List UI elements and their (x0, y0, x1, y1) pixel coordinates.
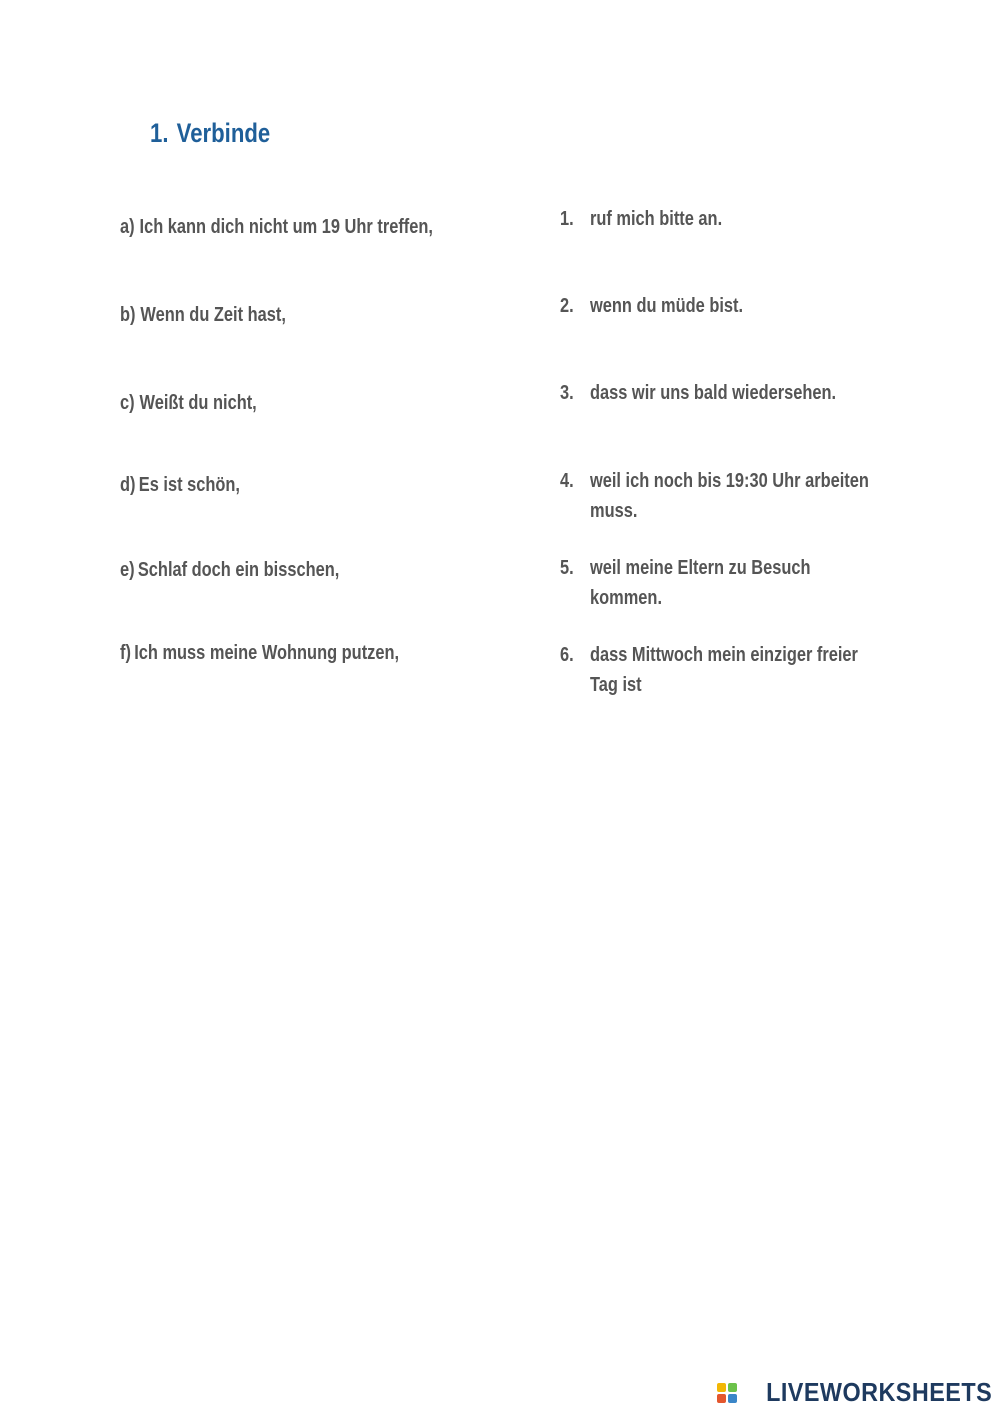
right-item-1 (560, 204, 890, 234)
right-item-6 (560, 640, 890, 700)
left-item-marker: e) (120, 559, 135, 581)
left-item-marker: a) (120, 216, 135, 238)
right-item-marker: 3. (560, 382, 574, 404)
logo-cell-i (728, 1383, 737, 1392)
exercise-title (150, 118, 270, 149)
logo-cell-e (728, 1394, 737, 1403)
right-item-text: dass Mittwoch mein einziger freier Tag ist (590, 644, 858, 696)
left-item-marker: c) (120, 392, 135, 414)
right-item-2 (560, 291, 890, 321)
right-item-3 (560, 378, 890, 408)
right-item-marker: 6. (560, 644, 574, 666)
left-item-d (120, 474, 240, 497)
right-item-text: ruf mich bitte an. (590, 208, 723, 230)
exercise-number: 1. (150, 118, 169, 148)
liveworksheets-logo (717, 1377, 992, 1408)
right-item-marker: 5. (560, 557, 574, 579)
left-item-e (120, 559, 339, 582)
right-item-marker: 1. (560, 208, 574, 230)
logo-cell-l (717, 1383, 726, 1392)
logo-cell-v (717, 1394, 726, 1403)
right-item-5 (560, 553, 890, 613)
right-item-text: weil ich noch bis 19:30 Uhr arbeiten muss. (590, 470, 869, 522)
left-item-b (120, 304, 286, 327)
right-item-text: weil meine Eltern zu Besuch kommen. (590, 557, 811, 609)
left-item-text: Ich muss meine Wohnung putzen, (134, 642, 400, 664)
right-item-marker: 4. (560, 470, 574, 492)
right-item-text: wenn du müde bist. (590, 295, 744, 317)
left-item-a (120, 216, 433, 239)
left-item-marker: b) (120, 304, 136, 326)
liveworksheets-icon (717, 1383, 737, 1403)
right-item-4 (560, 466, 890, 526)
left-item-marker: d) (120, 474, 136, 496)
left-item-text: Ich kann dich nicht um 19 Uhr treffen, (139, 216, 433, 238)
exercise-title-text: Verbinde (176, 118, 271, 148)
left-item-text: Es ist schön, (138, 474, 240, 496)
right-item-marker: 2. (560, 295, 574, 317)
left-item-text: Wenn du Zeit hast, (140, 304, 286, 326)
left-item-text: Schlaf doch ein bisschen, (137, 559, 340, 581)
right-item-text: dass wir uns bald wiedersehen. (590, 382, 837, 404)
left-item-c (120, 392, 257, 415)
left-item-text: Weißt du nicht, (139, 392, 257, 414)
left-item-f (120, 642, 399, 665)
brand-name: LIVEWORKSHEETS (765, 1377, 992, 1407)
left-item-marker: f) (120, 642, 131, 664)
